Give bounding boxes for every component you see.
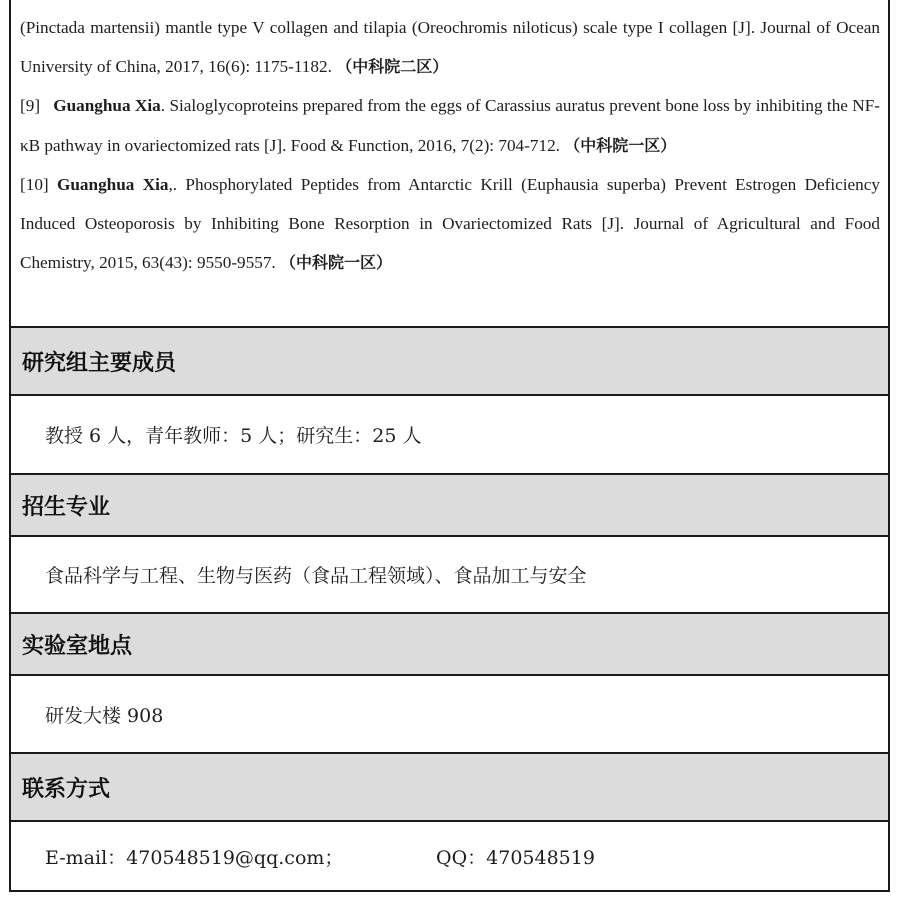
reference-9-author: Guanghua Xia xyxy=(53,96,161,116)
members-title: 研究组主要成员 xyxy=(22,350,177,376)
majors-section-heading xyxy=(11,473,888,537)
contact-section-heading xyxy=(11,752,888,822)
reference-9-number: [9] xyxy=(20,96,41,116)
reference-8-continued xyxy=(20,8,880,86)
majors-section-body xyxy=(11,537,888,612)
reference-10-number: [10] xyxy=(20,174,49,194)
reference-9-text: . Sialoglycoproteins prepared from the eggs of Carassius auratus prevent bone loss by inhibiting the NF-κB pathway in ovariectomized rats [J]. Food & Function, 2016, 7(2): 704-712. xyxy=(20,96,880,155)
reference-9 xyxy=(20,86,880,164)
reference-10-author: Guanghua Xia xyxy=(56,174,169,194)
reference-9-ranking-tag: （中科院一区） xyxy=(564,135,677,155)
reference-10-text: ,. Phosphorylated Peptides from Antarctic Krill (Euphausia superba) Prevent Estrogen Deficiency Induced Osteoporosis by Inhibiting Bone Resorption in Ovariectomized Rats [J]. Journal of Agricultural and Food Chemistry, 2015, 63(43): 9550-9557. xyxy=(20,174,881,273)
lab-info-sheet xyxy=(9,0,890,892)
contact-section-body xyxy=(11,822,888,890)
members-section-heading xyxy=(11,326,888,396)
members-text: 教授 6 人，青年教师：5 人；研究生：25 人 xyxy=(45,425,422,447)
majors-text: 食品科学与工程、生物与医药（食品工程领域）、食品加工与安全 xyxy=(45,565,587,587)
majors-title: 招生专业 xyxy=(22,494,111,520)
lab-section-body xyxy=(11,676,888,752)
lab-section-heading xyxy=(11,612,888,676)
contact-qq[interactable]: QQ：470548519 xyxy=(436,846,595,869)
contact-email[interactable]: E-mail：470548519@qq.com； xyxy=(45,846,344,869)
reference-8-text: (Pinctada martensii) mantle type V collagen and tilapia (Oreochromis niloticus) scale type I collagen [J]. Journal of Ocean University of China, 2017, 16(6): 1175-1182. xyxy=(20,18,880,77)
reference-list xyxy=(11,0,888,326)
reference-8-ranking-tag: （中科院二区） xyxy=(336,57,449,77)
lab-location-text: 研发大楼 908 xyxy=(45,704,164,727)
members-section-body xyxy=(11,396,888,473)
reference-10 xyxy=(20,165,880,283)
contact-title: 联系方式 xyxy=(22,776,111,802)
reference-10-ranking-tag: （中科院一区） xyxy=(280,253,393,273)
lab-title: 实验室地点 xyxy=(22,633,133,659)
